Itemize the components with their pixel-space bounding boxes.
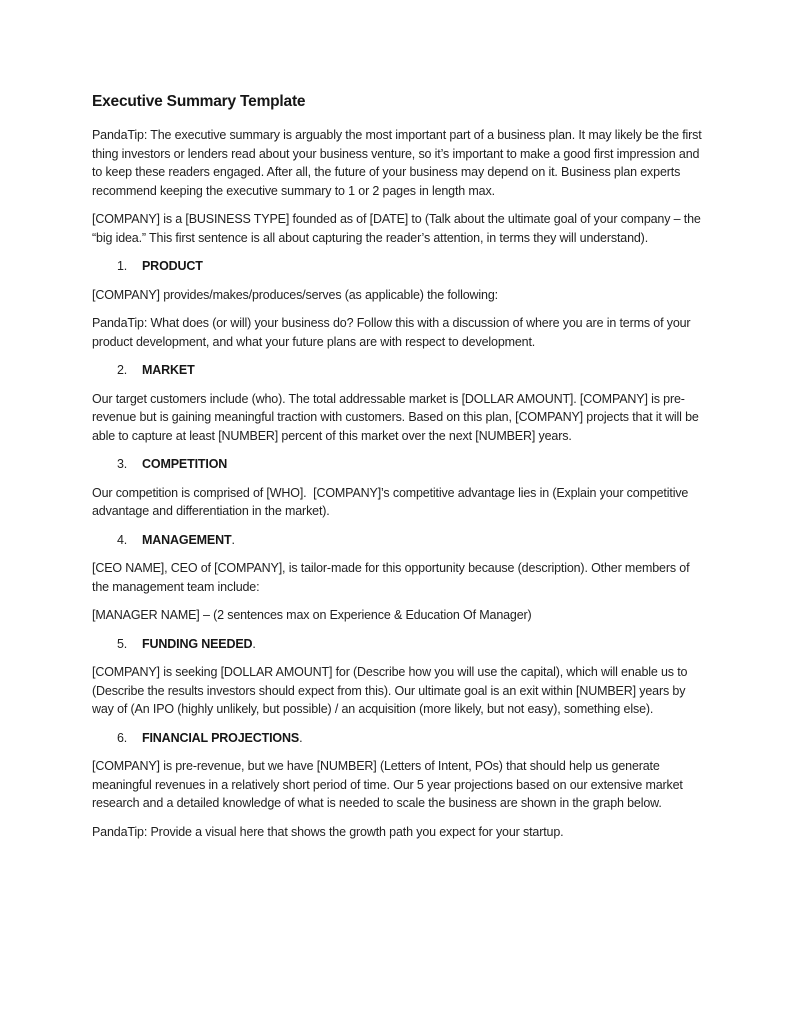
section-heading-competition	[92, 455, 704, 474]
list-number: 2.	[117, 363, 128, 377]
paragraph-pandatip-product: PandaTip: What does (or will) your business do? Follow this with a discussion of where you are in terms of your product development, and what your future plans are with respect to development.	[92, 316, 694, 349]
section-heading-product	[92, 257, 704, 276]
list-number: 3.	[117, 457, 128, 471]
list-number: 4.	[117, 532, 128, 547]
section-heading-market	[92, 361, 704, 380]
list-number: 6.	[117, 730, 128, 745]
section-label: MARKET	[142, 363, 195, 377]
section-period: .	[252, 636, 256, 651]
section-label: FUNDING NEEDED	[142, 636, 253, 651]
paragraph-funding: [COMPANY] is seeking [DOLLAR AMOUNT] for (Describe how you will use the capital), which will enable us to (Describe the results investors should expect from this). Our ultimate goal is an exit within [NUMBER] years by way of (An IPO (highly unlikely, but possible) / an acquisition (more likely, but not easy), something else).	[92, 665, 691, 716]
section-heading-management	[92, 531, 704, 550]
document-title: Executive Summary Template	[92, 93, 306, 110]
section-label: MANAGEMENT	[142, 532, 232, 547]
paragraph-pandatip-intro: PandaTip: The executive summary is arguably the most important part of a business plan. It may likely be the first thing investors or lenders read about your business venture, so it’s important to make a good first impression and to keep these readers engaged. After all, the future of your business may depend on it. Business plan experts recommend keeping the executive summary to 1 or 2 pages in length max.	[92, 128, 705, 198]
section-heading-financial-projections	[92, 729, 704, 748]
paragraph-financial-projections: [COMPANY] is pre-revenue, but we have [NUMBER] (Letters of Intent, POs) that should help us generate meaningful revenues in a relatively short period of time. Our 5 year projections based on our extensive market research and a detailed knowledge of what is needed to scale the business are shown in the graph below.	[92, 759, 687, 810]
section-label: PRODUCT	[142, 259, 203, 273]
paragraph-company-overview: [COMPANY] is a [BUSINESS TYPE] founded as of [DATE] to (Talk about the ultimate goal of your company – the “big idea.” This first sentence is all about capturing the reader’s attention, in terms they will understand).	[92, 212, 705, 245]
paragraph-market-customers: Our target customers include (who). The total addressable market is [DOLLAR AMOUNT]. [COMPANY] is pre-revenue but is gaining meaningful traction with customers. Based on this plan, [COMPANY] projects that it will be able to capture at least [NUMBER] percent of this market over the next [NUMBER] years.	[92, 391, 703, 443]
section-period: .	[299, 730, 303, 745]
paragraph-management-manager: [MANAGER NAME] – (2 sentences max on Experience & Education Of Manager)	[92, 608, 532, 622]
paragraph-management-ceo: [CEO NAME], CEO of [COMPANY], is tailor-made for this opportunity because (description). Other members of the management team include:	[92, 561, 693, 594]
section-label: COMPETITION	[142, 457, 228, 471]
list-number: 5.	[117, 636, 128, 651]
paragraph-pandatip-visual: PandaTip: Provide a visual here that shows the growth path you expect for your startup.	[92, 824, 564, 839]
section-label: FINANCIAL PROJECTIONS	[142, 730, 300, 745]
section-period: .	[231, 532, 235, 547]
paragraph-competition: Our competition is comprised of [WHO]. [COMPANY]’s competitive advantage lies in (Explain your competitive advantage and differentiation in the market).	[92, 485, 692, 518]
section-heading-funding-needed	[92, 635, 704, 654]
list-number: 1.	[117, 259, 128, 273]
paragraph-product-provides: [COMPANY] provides/makes/produces/serves (as applicable) the following:	[92, 287, 498, 302]
